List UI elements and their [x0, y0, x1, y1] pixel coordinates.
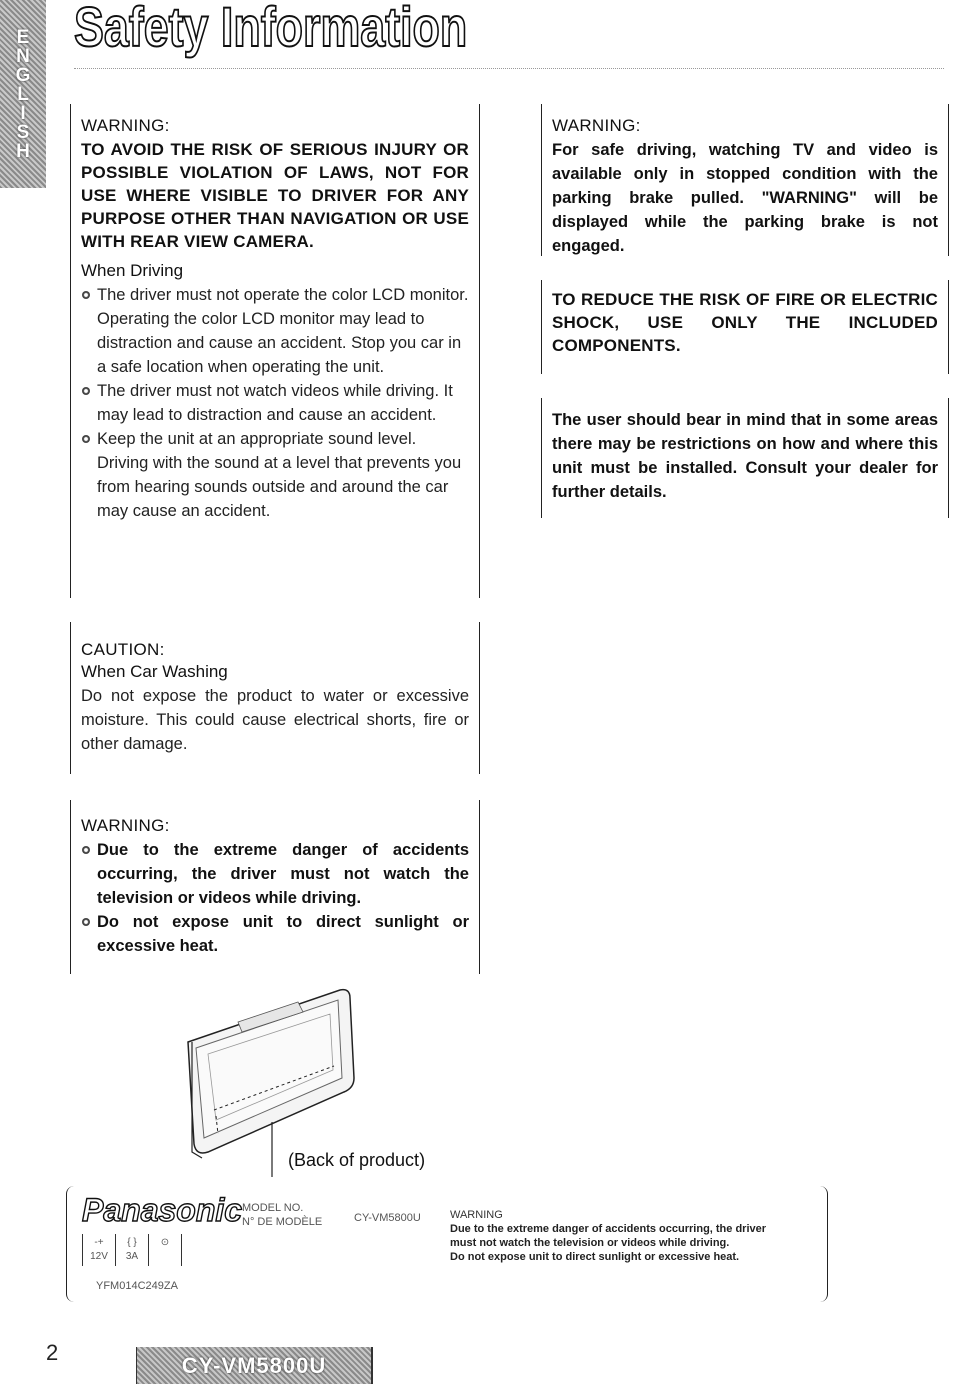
caution-box-car-washing: [70, 622, 480, 774]
figure-caption: (Back of product): [288, 1150, 426, 1170]
model-no-value: CY-VM5800U: [354, 1212, 421, 1224]
lang-letter: E: [16, 26, 30, 48]
box-heading: WARNING:: [81, 816, 170, 835]
page-title: Safety Information: [74, 0, 468, 58]
warning-box-television: [70, 800, 480, 974]
power-rating-box: [82, 1234, 182, 1266]
bullet-icon: [82, 918, 90, 926]
list-item-text: The driver must not watch videos while driving. It may lead to distraction and cause an accident.: [97, 382, 453, 424]
warning-caps-text: TO REDUCE THE RISK OF FIRE OR ELECTRIC SHOCK, USE ONLY THE INCLUDED COMPONENTS.: [552, 290, 938, 355]
brand-logo: Panasonic: [82, 1192, 243, 1228]
product-label: [66, 1186, 828, 1302]
box-heading: WARNING:: [81, 116, 170, 135]
language-tab: [0, 0, 46, 188]
bullet-icon: [82, 387, 90, 395]
title-divider: [74, 68, 944, 69]
plus-minus-icon: -+: [94, 1237, 104, 1248]
ground-symbol: [149, 1234, 182, 1266]
lang-letter: G: [15, 64, 31, 86]
current-icon: { }: [127, 1237, 137, 1248]
model-no-label-fr: N° DE MODÈLE: [242, 1216, 323, 1228]
warning-box-driving: [70, 104, 480, 598]
label-bracket-right: [819, 1186, 828, 1302]
list-item: [81, 427, 469, 523]
current-rating: [116, 1234, 149, 1266]
box-body: Do not expose the product to water or excessive moisture. This could cause electrical shorts, fire or other damage.: [81, 687, 469, 753]
warning-box-components: [541, 280, 949, 374]
bullet-icon: [82, 846, 90, 854]
list-item-text: Due to the extreme danger of accidents occurring, the driver must not watch the television or videos while driving.: [97, 841, 469, 907]
list-item: [81, 283, 469, 379]
lang-letter: N: [16, 45, 30, 67]
lang-letter: S: [16, 121, 30, 143]
list-item: [81, 910, 469, 958]
bullet-list: [81, 838, 469, 958]
label-warning-line: Do not expose unit to direct sunlight or excessive heat.: [450, 1251, 740, 1263]
serial-code: YFM014C249ZA: [96, 1280, 178, 1292]
model-no-label: MODEL NO.: [242, 1202, 304, 1214]
warning-caps-text: TO AVOID THE RISK OF SERIOUS INJURY OR POSSIBLE VIOLATION OF LAWS, NOT FOR USE WHERE VISIBLE TO DRIVER FOR ANY PURPOSE OTHER THAN NAVIGATION OR USE WITH REAR VIEW CAMERA.: [81, 140, 469, 251]
current-value: 3A: [125, 1251, 139, 1262]
box-body: The user should bear in mind that in some areas there may be restrictions on how and where this unit must be installed. Consult your dealer for further details.: [552, 411, 938, 501]
bullet-icon: [82, 435, 90, 443]
model-tab-text: CY-VM5800U: [181, 1352, 327, 1378]
voltage-value: 12V: [90, 1251, 108, 1262]
lang-letter: H: [16, 140, 30, 162]
lang-letter: I: [20, 102, 26, 124]
ground-icon: ⊙: [160, 1237, 170, 1248]
voltage-rating: [83, 1234, 116, 1266]
list-item-text: Do not expose unit to direct sunlight or excessive heat.: [97, 913, 469, 955]
label-warning-line: Due to the extreme danger of accidents occurring, the driver: [450, 1223, 767, 1235]
list-item: [81, 838, 469, 910]
bullet-list: [81, 283, 469, 523]
warning-box-parking-brake: [541, 104, 949, 256]
notice-box-restrictions: [541, 398, 949, 518]
box-subheading: When Driving: [81, 261, 184, 280]
list-item-text: Keep the unit at an appropriate sound level. Driving with the sound at a level that prevents you from hearing sounds outside and around the car may cause an accident.: [97, 430, 462, 520]
label-warning-title: WARNING: [450, 1209, 503, 1221]
box-heading: CAUTION:: [81, 640, 165, 659]
label-bracket-left: [66, 1186, 75, 1302]
box-heading: WARNING:: [552, 116, 641, 135]
box-body: For safe driving, watching TV and video is available only in stopped condition with the parking brake pulled. "WARNING" will be displayed while the parking brake is not engaged.: [552, 141, 938, 255]
list-item: [81, 379, 469, 427]
list-item-text: The driver must not operate the color LCD monitor. Operating the color LCD monitor may lead to distraction and cause an accident. Stop you car in a safe location when operating the unit.: [97, 286, 469, 376]
lang-letter: L: [17, 83, 29, 105]
label-warning: [450, 1208, 766, 1264]
label-warning-line: must not watch the television or videos while driving.: [450, 1237, 730, 1249]
bullet-icon: [82, 291, 90, 299]
page-number: 2: [46, 1340, 59, 1365]
monitor-back-illustration: [178, 982, 368, 1177]
box-subheading: When Car Washing: [81, 662, 228, 681]
model-tab: [136, 1347, 373, 1384]
